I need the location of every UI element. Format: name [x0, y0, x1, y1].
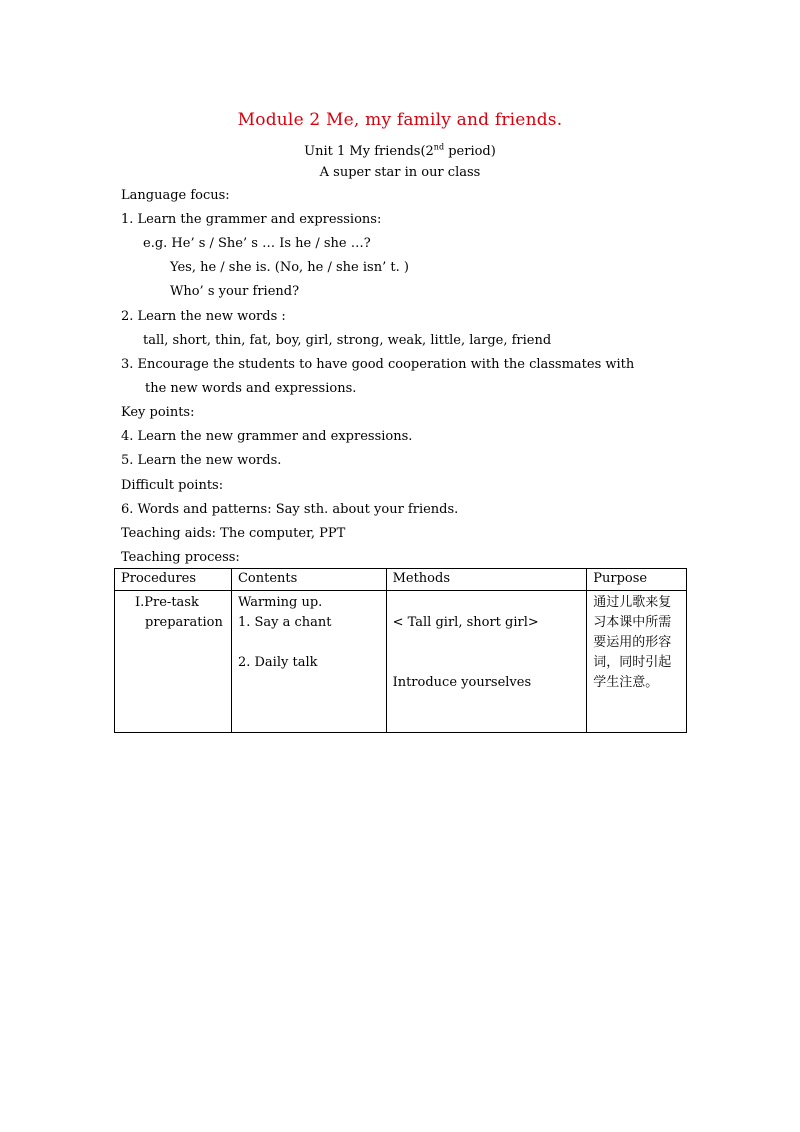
header-procedures: Procedures: [115, 569, 232, 591]
unit-text: Unit 1 My friends(2: [304, 144, 434, 159]
methods-introduce: Introduce yourselves: [392, 675, 532, 690]
header-purpose: Purpose: [587, 569, 687, 591]
difficult-points-item-6: 6. Words and patterns: Say sth. about your friends.: [121, 502, 459, 517]
table-header-row: [115, 569, 687, 591]
key-points-heading: Key points:: [121, 405, 195, 420]
lesson-subtitle: A super star in our class: [319, 165, 481, 180]
language-focus-item-3: 3. Encourage the students to have good cooperation with the classmates with: [121, 357, 635, 372]
contents-say-chant: 1. Say a chant: [237, 615, 332, 630]
methods-cell: [386, 591, 587, 733]
procedure-stage: Ⅰ.Pre-task: [135, 595, 199, 610]
header-methods: Methods: [386, 569, 587, 591]
methods-spacer-mid2: [393, 653, 581, 673]
example-sentence: e.g. He’ s / She’ s … Is he / she …?: [143, 236, 371, 251]
methods-spacer-top: [393, 593, 581, 613]
language-focus-item-1: 1. Learn the grammer and expressions:: [121, 212, 382, 227]
difficult-points-heading: Difficult points:: [121, 478, 224, 493]
table-row: [115, 591, 687, 733]
purpose-cell: [587, 591, 687, 733]
answer-sentence: Yes, he / she is. (No, he / she isn’ t. ): [170, 260, 409, 275]
question-sentence: Who’ s your friend?: [170, 284, 300, 299]
language-focus-item-3-cont: the new words and expressions.: [145, 381, 357, 396]
unit-subtitle: [0, 144, 800, 159]
new-words-list: tall, short, thin, fat, boy, girl, strong, weak, little, large, friend: [143, 333, 552, 348]
contents-cell: [231, 591, 386, 733]
key-points-item-4: 4. Learn the new grammer and expressions.: [121, 429, 413, 444]
methods-chant-title: < Tall girl, short girl>: [392, 615, 539, 630]
purpose-text: 通过儿歌来复习本课中所需要运用的形容词，同时引起学生注意。: [593, 595, 672, 690]
teaching-process-table: [114, 568, 687, 733]
procedure-cell: [115, 591, 232, 733]
contents-daily-talk: 2. Daily talk: [237, 655, 318, 670]
language-focus-heading: Language focus:: [121, 188, 230, 203]
methods-spacer-mid: [393, 633, 581, 653]
unit-superscript: nd: [433, 142, 445, 152]
language-focus-item-2: 2. Learn the new words :: [121, 309, 286, 324]
document-title: Module 2 Me, my family and friends.: [237, 110, 563, 130]
teaching-aids: Teaching aids: The computer, PPT: [121, 526, 346, 541]
key-points-item-5: 5. Learn the new words.: [121, 453, 282, 468]
procedure-stage-cont: preparation: [145, 615, 223, 630]
contents-warming-up: Warming up.: [237, 595, 323, 610]
unit-period: period): [444, 144, 496, 159]
contents-spacer: [238, 633, 380, 653]
teaching-process-heading: Teaching process:: [121, 550, 240, 565]
header-contents: Contents: [231, 569, 386, 591]
